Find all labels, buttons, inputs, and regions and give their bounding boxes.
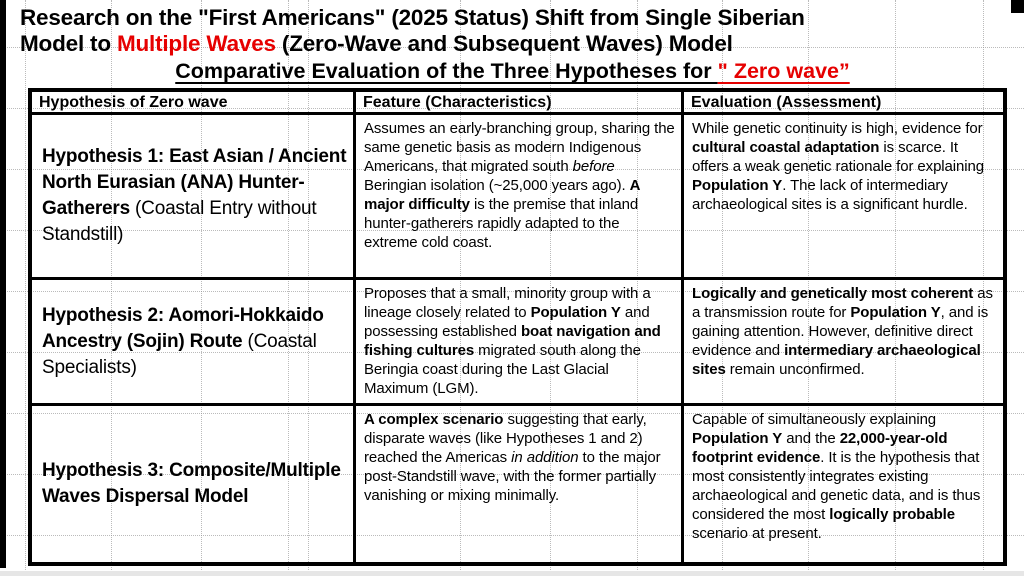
row1-evaluation-cell — [684, 115, 1003, 280]
text-segment: remain unconfirmed. — [725, 361, 865, 378]
text-segment: Hypothesis 2: Aomori-Hokkaido Ancestry (Sojin) Route — [42, 304, 324, 352]
left-edge-bar — [0, 0, 6, 568]
text-segment: Hypothesis 1: East Asian / Ancient North Eurasian (ANA) Hunter-Gatherers — [42, 146, 347, 219]
header-cell-hypothesis: Hypothesis of Zero wave — [32, 92, 356, 115]
text-segment: Assumes an early-branching group, sharing the same genetic basis as modern Indigenous Americans, that migrated south — [364, 120, 675, 175]
text-segment: Capable of simultaneously explaining — [692, 411, 937, 428]
text-segment: to the major post-Standstill wave, with the former partially vanishing or mixing minimally. — [364, 449, 661, 504]
text-segment: Population Y — [530, 304, 621, 321]
text-segment: boat navigation and fishing cultures — [364, 323, 661, 359]
text-segment: While genetic continuity is high, evidence for — [692, 120, 983, 137]
page-title — [20, 5, 1020, 57]
text-segment: Population Y — [692, 177, 783, 194]
text-segment: . The lack of intermediary archaeological sites is a significant hurdle. — [692, 177, 968, 213]
subtitle — [30, 59, 995, 84]
row1-hypothesis-cell — [32, 115, 356, 280]
text-segment: before — [572, 158, 615, 175]
text-segment: is scarce. It offers a weak genetic rationale for explaining — [692, 139, 984, 175]
text-segment: cultural coastal adaptation — [692, 139, 880, 156]
text-segment: . It is the hypothesis that most consistently integrates existing archaeological and genetic data, and is thus considered the most — [692, 449, 981, 523]
text-segment: Population Y — [692, 430, 783, 447]
text-segment: is the premise that inland hunter-gatherers rapidly adapted to the extreme cold coast. — [364, 196, 639, 251]
row3-evaluation-cell — [684, 406, 1003, 562]
row2-hypothesis-cell — [32, 280, 356, 406]
row2-evaluation-cell — [684, 280, 1003, 406]
row3-hypothesis-cell — [32, 406, 356, 562]
text-segment: and possessing established — [364, 304, 650, 340]
text-segment: 22,000-year-old footprint evidence — [692, 430, 948, 466]
text-segment: , and is gaining attention. However, definitive direct evidence and — [692, 304, 989, 359]
text-segment: A major difficulty — [364, 177, 640, 213]
text-segment: (Coastal Specialists) — [42, 330, 317, 378]
row2-feature-cell — [356, 280, 684, 406]
text-segment: Comparative Evaluation of the Three Hypotheses for — [175, 59, 718, 83]
text-segment: intermediary archaeological sites — [692, 342, 981, 378]
text-segment: " Zero wave” — [717, 59, 850, 83]
text-segment: Multiple Waves — [116, 31, 276, 56]
text-segment: as a transmission route for — [692, 285, 993, 321]
text-segment: (Coastal Entry without Standstill) — [42, 198, 317, 245]
top-right-corner-mark — [1011, 0, 1024, 13]
text-segment: Model to — [20, 31, 117, 56]
text-segment: migrated south along the Beringia coast during the Last Glacial Maximum (LGM). — [364, 342, 641, 397]
text-segment: Research on the "First Americans" (2025 Status) Shift from Single Siberian — [20, 5, 805, 30]
text-segment: logically probable — [829, 506, 955, 523]
row1-feature-cell — [356, 115, 684, 280]
text-segment: in addition — [511, 449, 579, 466]
text-segment: Logically and genetically most coherent — [692, 285, 974, 302]
text-segment: Population Y — [850, 304, 941, 321]
text-segment: Beringian isolation (~25,000 years ago). — [364, 177, 630, 194]
text-segment: (Zero-Wave and Subsequent Waves) Model — [275, 31, 733, 56]
header-cell-feature: Feature (Characteristics) — [356, 92, 684, 115]
bottom-edge-strip — [0, 571, 1024, 576]
header-cell-evaluation: Evaluation (Assessment) — [684, 92, 1003, 115]
text-segment: suggesting that early, disparate waves (like Hypotheses 1 and 2) reached the Americas — [364, 411, 647, 466]
text-segment: and the — [782, 430, 840, 447]
text-segment: Hypothesis 3: Composite/Multiple Waves Dispersal Model — [42, 460, 341, 507]
text-segment: Proposes that a small, minority group with a lineage closely related to — [364, 285, 651, 321]
text-segment: scenario at present. — [692, 525, 822, 542]
hypotheses-table — [28, 88, 1007, 566]
row3-feature-cell — [356, 406, 684, 562]
text-segment: A complex scenario — [364, 411, 504, 428]
